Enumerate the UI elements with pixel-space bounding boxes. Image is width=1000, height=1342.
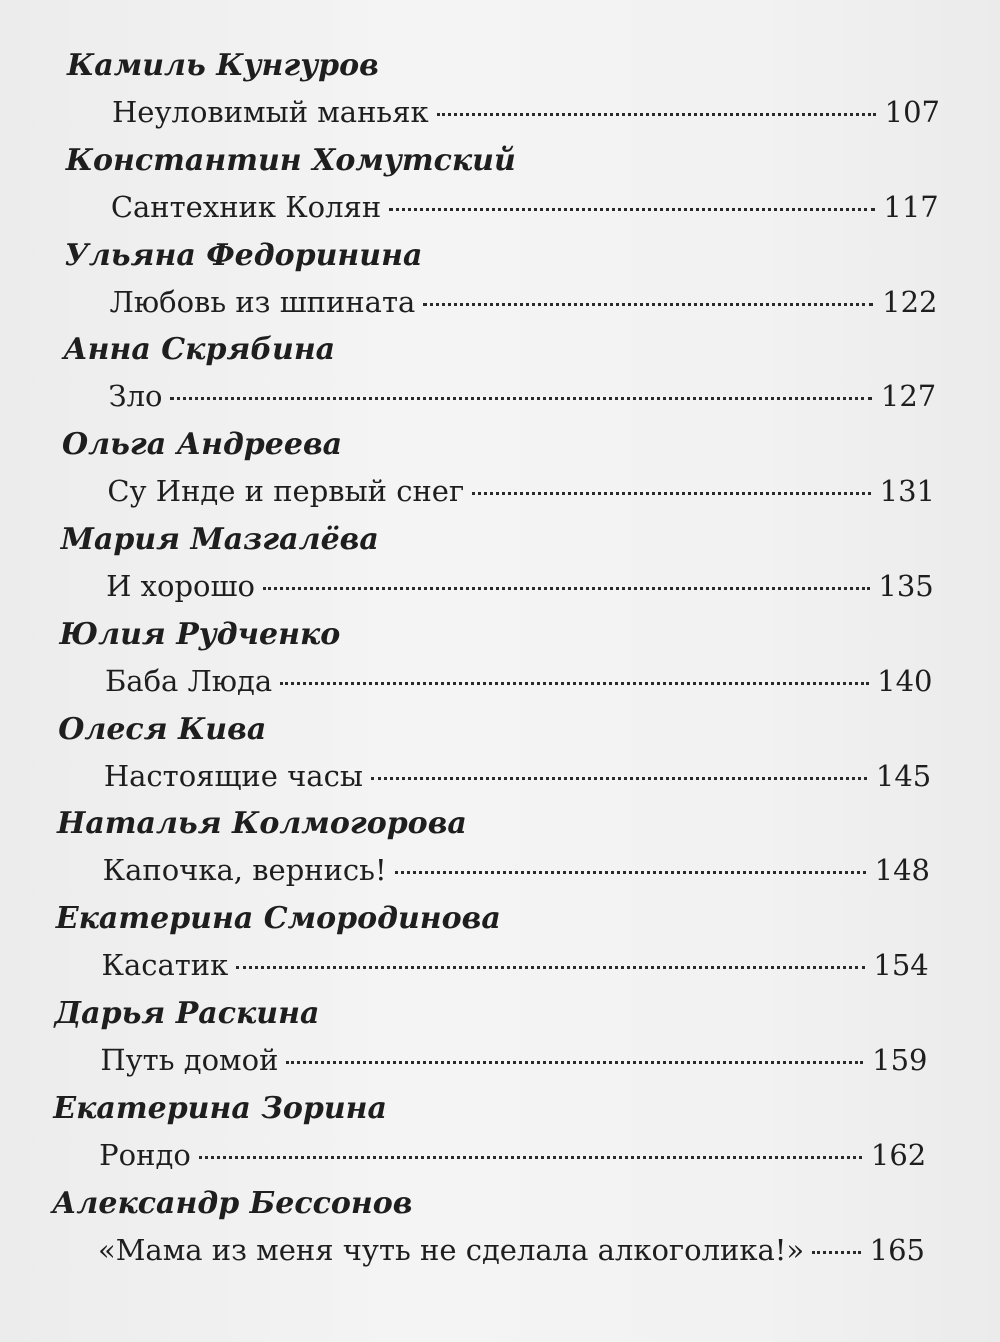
toc-title: Путь домой — [100, 1043, 279, 1077]
dot-leader — [812, 1251, 861, 1254]
dot-leader — [263, 587, 870, 590]
toc-author: Екатерина Зорина — [53, 1090, 387, 1126]
toc-author: Дарья Раскина — [54, 996, 320, 1031]
dot-leader — [423, 303, 873, 306]
toc-title: Касатик — [101, 948, 229, 983]
toc-page-number: 117 — [883, 189, 939, 224]
toc-line — [110, 284, 938, 320]
toc-title: Неуловимый маньяк — [112, 95, 429, 129]
toc-title: Любовь из шпината — [109, 284, 416, 319]
toc-title: И хорошо — [106, 569, 255, 603]
toc-line — [112, 94, 940, 130]
dot-leader — [286, 1061, 863, 1064]
toc-title: Су Инде и первый снег — [107, 474, 465, 509]
toc-page-number: 165 — [869, 1232, 925, 1267]
dot-leader — [199, 1156, 862, 1159]
toc-line — [107, 473, 935, 509]
dot-leader — [280, 682, 868, 685]
toc-title: Баба Люда — [105, 663, 273, 698]
toc-line — [109, 378, 937, 414]
toc-page-number: 135 — [878, 569, 934, 603]
dot-leader — [395, 871, 866, 874]
toc-author: Екатерина Смородинова — [55, 901, 501, 937]
dot-leader — [236, 966, 864, 969]
toc-title: Настоящие часы — [103, 758, 363, 793]
toc-line — [104, 758, 931, 794]
toc-author: Ольга Андреева — [62, 427, 343, 463]
toc-line — [102, 947, 929, 983]
dot-leader — [472, 492, 871, 495]
toc-title: Рондо — [99, 1137, 191, 1172]
toc-title: «Мама из меня чуть не сделала алкоголика!» — [98, 1232, 805, 1267]
dot-leader — [170, 397, 872, 400]
toc-page-number: 107 — [884, 95, 940, 129]
toc-page-number: 154 — [873, 948, 929, 983]
toc-title: Зло — [108, 379, 163, 414]
toc-page-number: 127 — [880, 379, 937, 414]
toc-author: Наталья Колмогорова — [57, 806, 467, 842]
toc-author: Константин Хомутский — [65, 142, 516, 178]
toc-page-number: 162 — [870, 1137, 927, 1172]
toc-author: Александр Бессонов — [52, 1185, 413, 1221]
toc-author: Камиль Кунгуров — [67, 48, 379, 83]
toc-title: Капочка, вернись! — [102, 853, 387, 888]
toc-title: Сантехник Колян — [110, 189, 382, 224]
toc-author: Анна Скрябина — [63, 332, 336, 368]
toc-author: Мария Мазгалёва — [60, 522, 379, 557]
toc-page-number: 159 — [872, 1043, 928, 1077]
toc-page-number: 140 — [877, 663, 933, 698]
toc-line — [99, 1137, 926, 1173]
toc-page-number: 148 — [874, 853, 930, 888]
toc-page-number: 131 — [879, 474, 935, 509]
dot-leader — [437, 113, 876, 116]
toc-author: Олеся Кива — [58, 711, 267, 747]
dot-leader — [389, 208, 875, 211]
toc-page-number: 145 — [875, 758, 932, 793]
toc-line — [106, 568, 934, 604]
toc-line — [105, 663, 933, 699]
toc-line — [111, 189, 939, 225]
toc-page-number: 122 — [882, 284, 938, 319]
toc-line — [98, 1232, 925, 1268]
toc-line — [100, 1042, 927, 1078]
dot-leader — [371, 777, 867, 780]
toc-author: Юлия Рудченко — [59, 616, 341, 652]
toc-line — [103, 852, 930, 888]
toc-author: Ульяна Федоринина — [64, 237, 423, 273]
